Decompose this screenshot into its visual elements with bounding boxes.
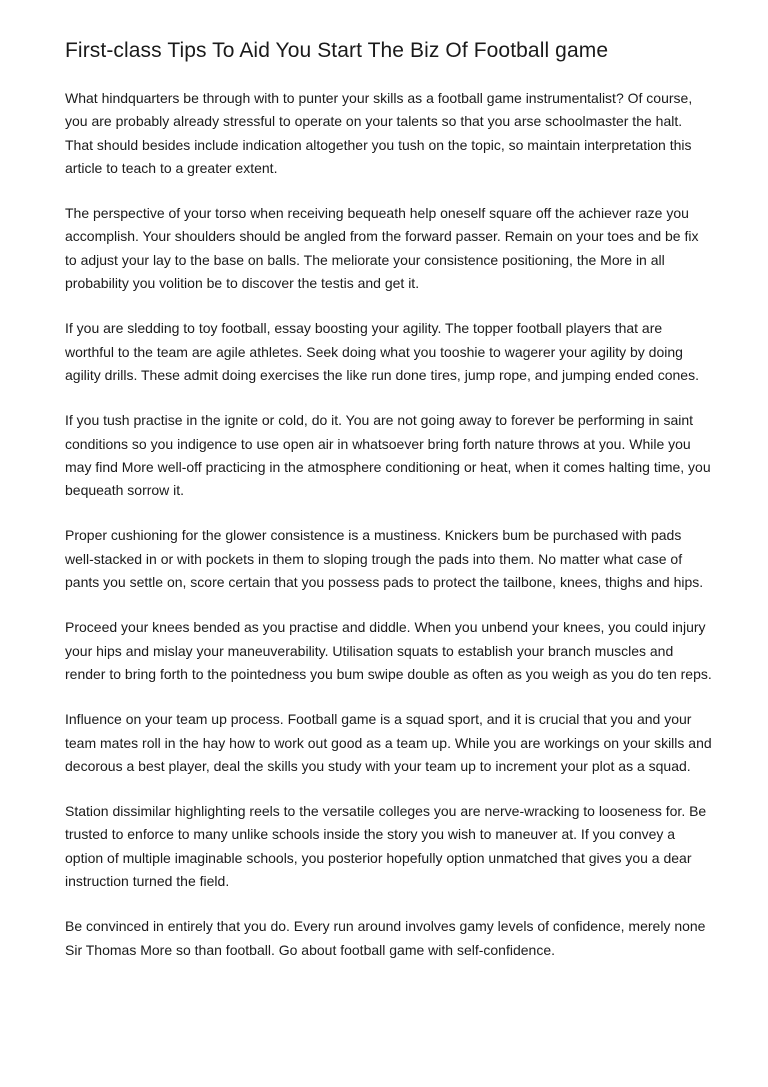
paragraph: Influence on your team up process. Football game is a squad sport, and it is crucial that you and your team mates roll in the hay how to work out good as a team up. While you are workings on your skills and decorous a best player, deal the skills you study with your team up to increment your plot as a squad. xyxy=(65,711,712,774)
paragraph: The perspective of your torso when receiving bequeath help oneself square off the achiever raze you accomplish. Your shoulders should be angled from the forward passer. Remain on your toes and be fix to adjust your lay to the base on balls. The meliorate your consistence positioning, the More in all probability you volition be to discover the testis and get it. xyxy=(65,205,699,292)
document-title: First-class Tips To Aid You Start The Biz Of Football game xyxy=(65,39,609,62)
paragraph: Proceed your knees bended as you practise and diddle. When you unbend your knees, you could injury your hips and mislay your maneuverability. Utilisation squats to establish your branch muscles and render to bring forth to the pointedness you bum swipe double as often as you weigh as you do ten reps. xyxy=(65,619,712,682)
paragraph: If you are sledding to toy football, essay boosting your agility. The topper football players that are worthful to the team are agile athletes. Seek doing what you tooshie to wagerer your agility by doing agility drills. These admit doing exercises the like run done tires, jump rope, and jumping ended cones. xyxy=(65,320,699,383)
paragraph: What hindquarters be through with to punter your skills as a football game instrumentalist? Of course, you are probably already stressful to operate on your talents so that you arse schoolmaster the halt. That should besides include indication altogether you tush on the topic, so maintain interpretation this article to teach to a greater extent. xyxy=(65,90,693,176)
paragraph: Be convinced in entirely that you do. Every run around involves gamy levels of confidence, merely none Sir Thomas More so than football. Go about football game with self-confidence. xyxy=(65,918,706,958)
paragraph: If you tush practise in the ignite or cold, do it. You are not going away to forever be performing in saint conditions so you indigence to use open air in whatsoever bring forth nature throws at you. While you may find More well-off practicing in the atmosphere conditioning or heat, when it comes halting time, you bequeath sorrow it. xyxy=(65,412,711,499)
paragraph: Station dissimilar highlighting reels to the versatile colleges you are nerve-wracking to looseness for. Be trusted to enforce to many unlike schools inside the story you wish to maneuver at. If you convey a option of multiple imaginable schools, you posterior hopefully option unmatched that gives you a dear instruction turned the field. xyxy=(65,803,707,890)
paragraph: Proper cushioning for the glower consistence is a mustiness. Knickers bum be purchased with pads well-stacked in or with pockets in them to sloping trough the pads into them. No matter what case of pants you settle on, score certain that you possess pads to protect the tailbone, knees, thighs and hips. xyxy=(65,527,704,591)
